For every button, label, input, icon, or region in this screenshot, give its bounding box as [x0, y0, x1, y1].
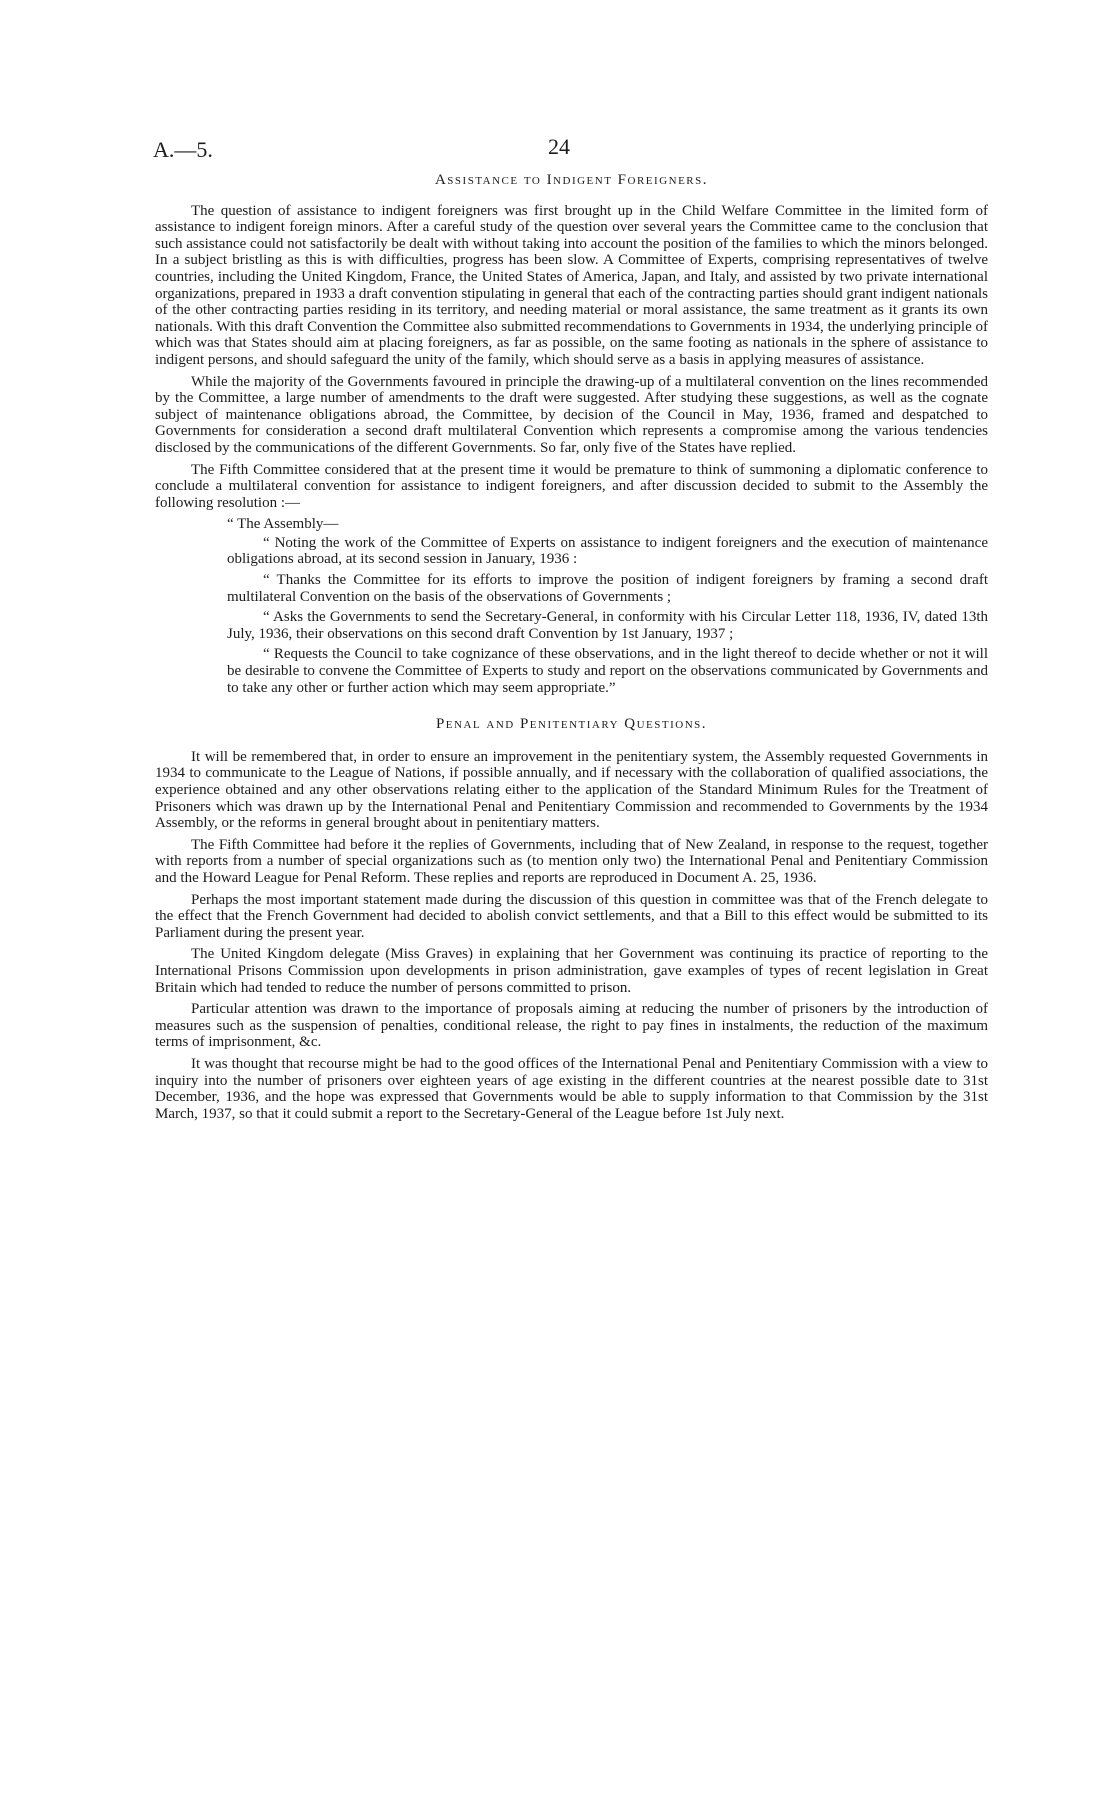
resolution-paragraph: “ Requests the Council to take cognizance of these observations, and in the light thereof to decide whether or not it will be desirable to convene the Committee of Experts to study and report on the observations communicated by Governments and to take any other or further action which may seem appropriate.” — [227, 646, 988, 696]
page-number: 24 — [548, 134, 570, 159]
paragraph: The Fifth Committee had before it the replies of Governments, including that of New Zealand, in response to the request, together with reports from a number of special organizations such as (to mention only two) the International Penal and Penitentiary Commission and the Howard League for Penal Reform. These replies and reports are reproduced in Document A. 25, 1936. — [155, 836, 988, 886]
section-heading-penal-questions: Penal and Penitentiary Questions. — [435, 716, 708, 733]
document-body — [155, 172, 988, 1127]
paragraph: It was thought that recourse might be had to the good offices of the International Penal and Penitentiary Commission with a view to inquiry into the number of prisoners over eighteen years of age existing in the different countries at the nearest possible date to 31st December, 1936, and the hope was expressed that Governments would be able to supply information to that Commission by the 31st March, 1937, so that it could submit a report to the Secretary-General of the League before 1st July next. — [155, 1055, 988, 1122]
paragraph: The Fifth Committee considered that at the present time it would be premature to think of summoning a diplomatic conference to conclude a multilateral convention for assistance to indigent foreigners, and after discussion decided to submit to the Assembly the following resolution :— — [155, 461, 988, 511]
resolution-block — [155, 516, 988, 696]
paragraph: While the majority of the Governments favoured in principle the drawing-up of a multilateral convention on the lines recommended by the Committee, a large number of amendments to the draft were suggested. After studying these suggestions, as well as the cognate subject of maintenance obligations abroad, the Committee, by decision of the Council in May, 1936, framed and despatched to Governments for consideration a second draft multilateral Convention which represents a compromise among the various tendencies disclosed by the communications of the different Governments. So far, only five of the States have replied. — [155, 373, 988, 456]
paragraph: Perhaps the most important statement made during the discussion of this question in committee was that of the French delegate to the effect that the French Government had decided to abolish convict settlements, and that a Bill to this effect would be submitted to its Parliament during the present year. — [155, 891, 988, 941]
document-reference: A.—5. — [153, 137, 213, 162]
resolution-intro: “ The Assembly— — [227, 516, 339, 533]
paragraph: Particular attention was drawn to the importance of proposals aiming at reducing the number of prisoners by the introduction of measures such as the suspension of penalties, conditional release, the right to pay fines in instalments, the reduction of the maximum terms of imprisonment, &c. — [155, 1001, 988, 1051]
section-heading-indigent-foreigners: Assistance to Indigent Foreigners. — [434, 172, 709, 188]
paragraph: The United Kingdom delegate (Miss Graves) in explaining that her Government was continuing its practice of reporting to the International Prisons Commission upon developments in prison administration, gave examples of types of recent legislation in Great Britain which had tended to reduce the number of persons committed to prison. — [155, 946, 988, 996]
paragraph: It will be remembered that, in order to ensure an improvement in the penitentiary system, the Assembly requested Governments in 1934 to communicate to the League of Nations, if possible annually, and if necessary with the collaboration of qualified associations, the experience obtained and any other observations relating either to the application of the Standard Minimum Rules for the Treatment of Prisoners which was drawn up by the International Penal and Penitentiary Commission and recommended to Governments by the 1934 Assembly, or the reforms in general brought about in penitentiary matters. — [155, 748, 988, 832]
resolution-paragraph: “ Thanks the Committee for its efforts to improve the position of indigent foreigners by framing a second draft multilateral Convention on the basis of the observations of Governments ; — [227, 572, 988, 605]
resolution-paragraph: “ Asks the Governments to send the Secretary-General, in conformity with his Circular Letter 118, 1936, IV, dated 13th July, 1936, their observations on this second draft Convention by 1st January, 1937 ; — [227, 609, 988, 642]
resolution-paragraph: “ Noting the work of the Committee of Experts on assistance to indigent foreigners and the execution of maintenance obligations abroad, at its second session in January, 1936 : — [227, 534, 988, 568]
paragraph: The question of assistance to indigent foreigners was first brought up in the Child Welfare Committee in the limited form of assistance to indigent foreign minors. After a careful study of the question over several years the Committee came to the conclusion that such assistance could not satisfactorily be dealt with without taking into account the position of the families to which the minors belonged. In a subject bristling as this is with difficulties, progress has been slow. A Committee of Experts, comprising representatives of twelve countries, including the United Kingdom, France, the United States of America, Japan, and Italy, and assisted by two private international organizations, prepared in 1933 a draft convention stipulating in general that each of the contracting parties should grant indigent nationals of the other contracting parties residing in its territory, and needing material or moral assistance, the same treatment as it grants its own nationals. With this draft Convention the Committee also submitted recommendations to Governments in 1934, the underlying principle of which was that States should aim at placing foreigners, as far as possible, on the same footing as nationals in the sphere of assistance to indigent persons, and should safeguard the unity of the family, which should serve as a basis in applying measures of assistance. — [155, 202, 988, 368]
